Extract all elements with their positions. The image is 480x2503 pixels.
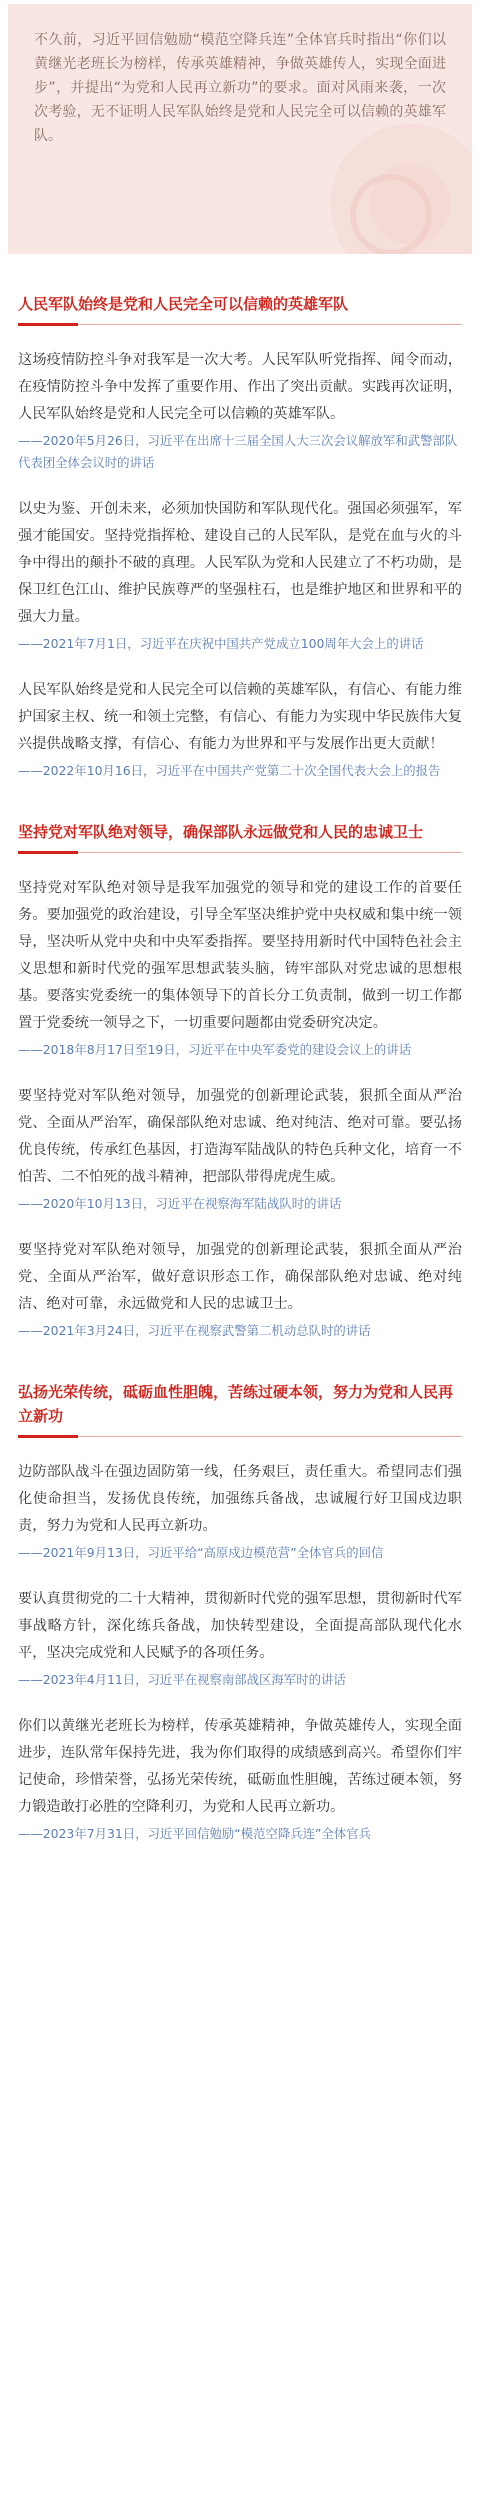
quote-text: 人民军队始终是党和人民完全可以信赖的英雄军队，有信心、有能力维护国家主权、统一和领土完整，有信心、有能力为实现中华民族伟大复兴提供战略支撑，有信心、有能力为世界和平与发展作出更大贡献！ <box>18 682 462 752</box>
quote-block <box>18 875 462 1061</box>
quote-source: ——2018年8月17日至19日，习近平在中央军委党的建设会议上的讲话 <box>18 1042 412 1057</box>
quote-source: ——2021年3月24日，习近平在视察武警第二机动总队时的讲话 <box>18 1323 371 1338</box>
intro-text: 不久前，习近平回信勉励“模范空降兵连”全体官兵时指出“你们以黄继光老班长为榜样，传承英雄精神，争做英雄传人，实现全面进步”，并提出“为党和人民再立新功”的要求。面对风雨来袭，一次次考验，无不证明人民军队始终是党和人民完全可以信赖的英雄军队。 <box>34 32 446 144</box>
quote-text: 边防部队战斗在强边固防第一线，任务艰巨，责任重大。希望同志们强化使命担当，发扬优良传统，加强练兵备战，忠诚履行好卫国戍边职责，努力为党和人民再立新功。 <box>18 1464 462 1534</box>
quote-text: 要坚持党对军队绝对领导，加强党的创新理论武装，狠抓全面从严治党、全面从严治军，做好意识形态工作，确保部队绝对忠诚、绝对纯洁、绝对可靠，永远做党和人民的忠诚卫士。 <box>18 1242 462 1312</box>
quote-source: ——2023年4月11日，习近平在视察南部战区海军时的讲话 <box>18 1672 346 1687</box>
quote-block <box>18 1237 462 1342</box>
quote-text: 这场疫情防控斗争对我军是一次大考。人民军队听党指挥、闻令而动，在疫情防控斗争中发挥了重要作用、作出了突出贡献。实践再次证明，人民军队始终是党和人民完全可以信赖的英雄军队。 <box>18 352 462 422</box>
quote-text: 要认真贯彻党的二十大精神，贯彻新时代党的强军思想，贯彻新时代军事战略方针，深化练兵备战，加快转型建设，全面提高部队现代化水平，坚决完成党和人民赋予的各项任务。 <box>18 1591 462 1661</box>
quote-block <box>18 1586 462 1691</box>
ring-decoration <box>350 174 432 254</box>
quote-text: 以史为鉴、开创未来，必须加快国防和军队现代化。强国必须强军，军强才能国安。坚持党指挥枪、建设自己的人民军队，是党在血与火的斗争中得出的颠扑不破的真理。人民军队为党和人民建立了不朽功勋，是保卫红色江山、维护民族尊严的坚强柱石，也是维护地区和世界和平的强大力量。 <box>18 501 462 625</box>
section-heading-2: 坚持党对军队绝对领导，确保部队永远做党和人民的忠诚卫士 <box>18 812 462 853</box>
quote-text: 你们以黄继光老班长为榜样，传承英雄精神，争做英雄传人，实现全面进步，连队常年保持先进，我为你们取得的成绩感到高兴。希望你们牢记使命，珍惜荣誉，弘扬光荣传统，砥砺血性胆魄，苦练过硬本领，努力锻造敢打必胜的空降利刃，为党和人民再立新功。 <box>18 1718 462 1815</box>
quote-source: ——2023年7月31日，习近平回信勉励“模范空降兵连”全体官兵 <box>18 1826 372 1841</box>
quote-text: 要坚持党对军队绝对领导，加强党的创新理论武装，狠抓全面从严治党、全面从严治军，确保部队绝对忠诚、绝对纯洁、绝对可靠。要弘扬优良传统，传承红色基因，打造海军陆战队的特色兵种文化，培育一不怕苦、二不怕死的战斗精神，把部队带得虎虎生威。 <box>18 1088 462 1185</box>
quote-text: 坚持党对军队绝对领导是我军加强党的领导和党的建设工作的首要任务。要加强党的政治建设，引导全军坚决维护党中央权威和集中统一领导，坚决听从党中央和中央军委指挥。要坚持用新时代中国特色社会主义思想和新时代党的强军思想武装头脑，铸牢部队对党忠诚的思想根基。要落实党委统一的集体领导下的首长分工负责制，做到一切工作都置于党委统一领导之下，一切重要问题都由党委研究决定。 <box>18 880 462 1031</box>
intro-card <box>8 4 472 254</box>
quote-block <box>18 1713 462 1845</box>
quote-block <box>18 496 462 655</box>
quote-source: ——2021年7月1日，习近平在庆祝中国共产党成立100周年大会上的讲话 <box>18 636 424 651</box>
quote-block <box>18 347 462 474</box>
quote-source: ——2020年10月13日，习近平在视察海军陆战队时的讲话 <box>18 1196 342 1211</box>
quote-block <box>18 1459 462 1564</box>
quote-source: ——2022年10月16日，习近平在中国共产党第二十次全国代表大会上的报告 <box>18 763 441 778</box>
quote-source: ——2020年5月26日，习近平在出席十三届全国人大三次会议解放军和武警部队代表团全体会议时的讲话 <box>18 433 458 470</box>
quote-block <box>18 1083 462 1215</box>
section-heading-1: 人民军队始终是党和人民完全可以信赖的英雄军队 <box>18 284 462 325</box>
quote-block <box>18 677 462 782</box>
section-heading-3: 弘扬光荣传统，砥砺血性胆魄，苦练过硬本领，努力为党和人民再立新功 <box>18 1372 462 1437</box>
quote-source: ——2021年9月13日，习近平给“高原戍边模范营”全体官兵的回信 <box>18 1545 384 1560</box>
